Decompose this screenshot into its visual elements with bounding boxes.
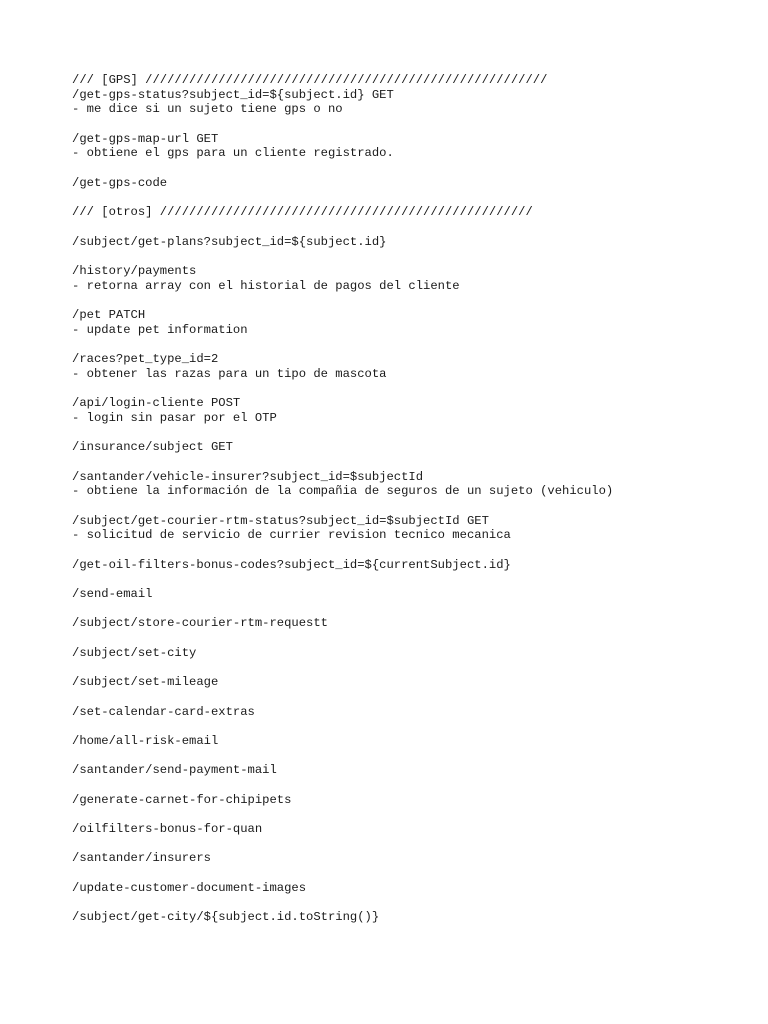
text-block	[72, 646, 752, 661]
text-line: - obtener las razas para un tipo de mascota	[72, 366, 387, 381]
text-line: - me dice si un sujeto tiene gps o no	[72, 102, 343, 117]
text-line: /// [GPS] ///////////////////////////////////////////////////////	[72, 73, 548, 87]
text-line: /pet PATCH	[72, 308, 146, 322]
text-block	[72, 470, 752, 499]
text-line: /oilfilters-bonus-for-quan	[72, 822, 263, 837]
text-block	[72, 734, 752, 749]
text-line: /home/all-risk-email	[72, 733, 219, 748]
text-block	[72, 881, 752, 896]
text-block	[72, 205, 752, 220]
text-block	[72, 440, 752, 455]
text-line: /santander/send-payment-mail	[72, 763, 277, 778]
text-block	[72, 705, 752, 720]
text-line: - obtiene el gps para un cliente registrado.	[72, 146, 394, 161]
text-block	[72, 235, 752, 250]
text-line: /subject/store-courier-rtm-requestt	[72, 616, 328, 631]
text-block	[72, 910, 752, 925]
text-line: /subject/get-courier-rtm-status?subject_id=$subjectId GET	[72, 513, 489, 528]
text-line: /get-oil-filters-bonus-codes?subject_id=${currentSubject.id}	[72, 557, 511, 572]
text-line: - login sin pasar por el OTP	[72, 410, 277, 425]
text-line: /update-customer-document-images	[72, 880, 307, 895]
text-block	[72, 616, 752, 631]
text-block	[72, 264, 752, 293]
text-block	[72, 851, 752, 866]
text-line: - update pet information	[72, 322, 248, 337]
text-block	[72, 763, 752, 778]
text-line: /set-calendar-card-extras	[72, 704, 255, 719]
text-line: /generate-carnet-for-chipipets	[72, 792, 292, 807]
text-block	[72, 132, 752, 161]
text-line: /get-gps-code	[72, 175, 168, 190]
text-line: - retorna array con el historial de pagos del cliente	[72, 278, 460, 293]
text-line: /api/login-cliente POST	[72, 396, 241, 411]
text-line: /// [otros] ///////////////////////////////////////////////////	[72, 205, 533, 220]
text-block	[72, 514, 752, 543]
text-line: - solicitud de servicio de currier revision tecnico mecanica	[72, 528, 511, 543]
text-block	[72, 558, 752, 573]
text-line: /history/payments	[72, 263, 197, 278]
text-block	[72, 675, 752, 690]
text-block	[72, 587, 752, 602]
text-block	[72, 822, 752, 837]
document-page	[72, 73, 752, 940]
text-line: /subject/get-city/${subject.id.toString()}	[72, 910, 380, 925]
text-block	[72, 308, 752, 337]
text-block	[72, 396, 752, 425]
text-line: /subject/get-plans?subject_id=${subject.id}	[72, 234, 387, 249]
text-block	[72, 793, 752, 808]
text-block	[72, 73, 752, 117]
text-line: /insurance/subject GET	[72, 440, 233, 455]
text-line: /subject/set-mileage	[72, 675, 219, 690]
text-block	[72, 176, 752, 191]
text-line: /santander/insurers	[72, 851, 211, 866]
text-line: /get-gps-map-url GET	[72, 131, 219, 146]
text-line: /santander/vehicle-insurer?subject_id=$subjectId	[72, 469, 424, 484]
text-block	[72, 352, 752, 381]
text-line: /get-gps-status?subject_id=${subject.id} GET	[72, 87, 394, 102]
text-line: /subject/set-city	[72, 645, 197, 660]
text-line: /send-email	[72, 587, 153, 602]
text-line: - obtiene la información de la compañia de seguros de un sujeto (vehiculo)	[72, 484, 614, 499]
text-line: /races?pet_type_id=2	[72, 352, 219, 367]
